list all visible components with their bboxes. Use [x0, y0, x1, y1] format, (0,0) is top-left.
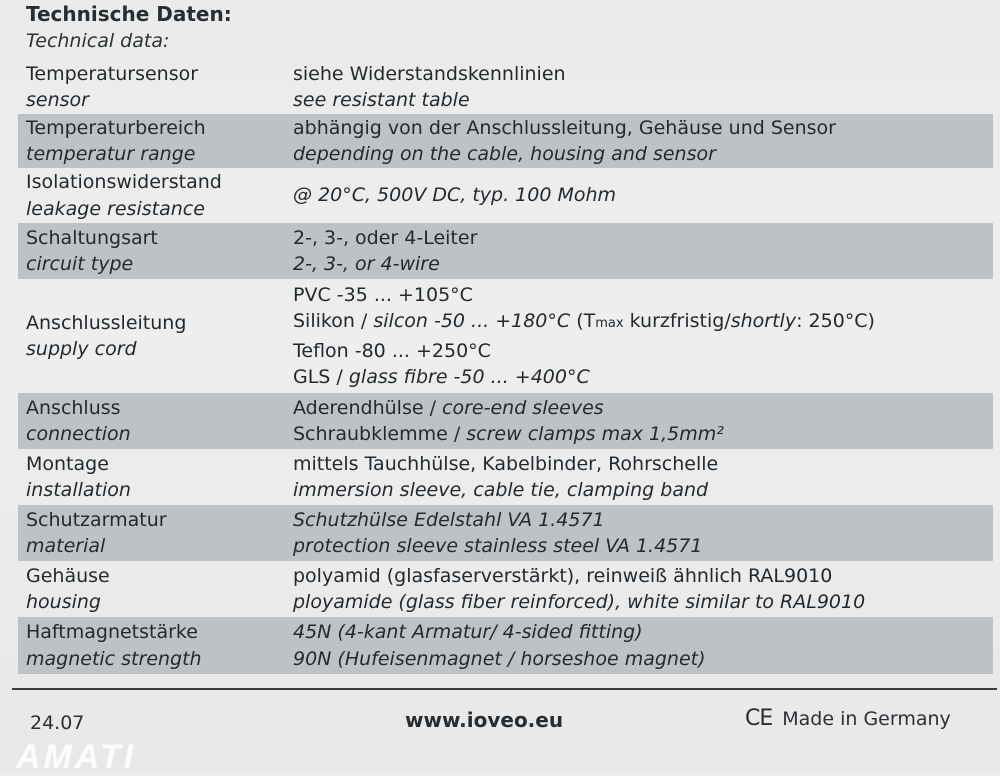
value-de: mittels Tauchhülse, Kabelbinder, Rohrschelle [293, 452, 719, 475]
label-de: Temperaturbereich [26, 116, 206, 139]
value-en: ployamide (glass fiber reinforced), white similar to RAL9010 [293, 591, 866, 613]
label-de: Montage [26, 452, 109, 475]
row-label [18, 395, 293, 448]
watermark-logo [12, 738, 192, 776]
spec-row-material [18, 505, 993, 561]
row-label [18, 507, 293, 560]
row-value [293, 282, 993, 391]
label-de: Haftmagnetstärke [26, 621, 198, 643]
spec-table [18, 60, 993, 674]
silicone-de: Silikon / [293, 310, 374, 332]
spec-row-magnetic-strength [18, 617, 993, 674]
value-en: see resistant table [293, 89, 470, 111]
spec-row-circuit-type [18, 223, 993, 279]
row-value [293, 563, 993, 616]
value-pvc: PVC -35 ... +105°C [293, 283, 473, 306]
label-en: temperatur range [26, 143, 196, 165]
value-clamps [293, 421, 993, 448]
row-label [18, 169, 293, 222]
row-value [293, 451, 993, 504]
made-in-label: Made in Germany [782, 707, 951, 730]
label-de: Schutzarmatur [26, 508, 167, 531]
label-de: Temperatursensor [26, 62, 199, 85]
row-label [18, 225, 293, 278]
row-label [18, 61, 293, 114]
ce-mark-icon: CE [745, 706, 773, 731]
spec-row-connection [18, 393, 993, 449]
label-en: leakage resistance [26, 197, 205, 220]
spec-row-leakage-resistance [18, 168, 993, 223]
value-en: 2-, 3-, or 4-wire [293, 253, 440, 275]
spec-row-supply-cord [18, 279, 993, 393]
value-silicone [293, 308, 993, 338]
row-value [293, 115, 993, 168]
value-de: siehe Widerstandskennlinien [293, 62, 566, 85]
label-de: Anschlussleitung [26, 311, 187, 334]
clamps-de: Schraubklemme / [293, 423, 467, 445]
row-label [18, 563, 293, 616]
value-de: abhängig von der Anschlussleitung, Gehäuse und Sensor [293, 116, 836, 139]
svg-text:AMATI: AMATI [16, 738, 137, 772]
sleeves-de: Aderendhülse / [293, 396, 443, 419]
shortly-de: kurzfristig/ [623, 310, 731, 332]
label-en: housing [26, 591, 101, 613]
label-en: magnetic strength [26, 647, 202, 670]
value-de: 2-, 3-, oder 4-Leiter [293, 226, 478, 249]
spec-row-temperature-range [18, 114, 993, 168]
row-value [293, 225, 993, 278]
value-gls [293, 364, 993, 391]
value-45n: 45N (4-kant Armatur/ 4-sided fitting) [293, 621, 643, 643]
gls-en: glass fibre -50 ... +400°C [348, 366, 590, 388]
footer-divider [12, 688, 997, 690]
page-subtitle: Technical data: [26, 30, 170, 52]
label-en: sensor [26, 89, 89, 111]
label-en: installation [26, 479, 131, 501]
footer-origin [745, 706, 951, 731]
value-sleeves [293, 395, 993, 422]
page-title: Technische Daten: [26, 2, 232, 26]
row-value [293, 619, 993, 672]
spec-row-installation [18, 449, 993, 505]
label-de: Anschluss [26, 396, 121, 419]
label-en: supply cord [26, 338, 137, 360]
clamps-en: screw clamps max 1,5mm² [466, 423, 724, 445]
label-de: Schaltungsart [26, 226, 158, 249]
shortly-value: : 250°C) [796, 310, 875, 332]
row-label [18, 451, 293, 504]
row-value [293, 507, 993, 560]
label-en: material [26, 535, 106, 557]
row-label [18, 310, 293, 363]
row-value: @ 20°C, 500V DC, typ. 100 Mohm [293, 184, 617, 207]
tmax-subscript: max [595, 316, 624, 331]
label-en: connection [26, 423, 131, 445]
row-value [293, 395, 993, 448]
value-90n: 90N (Hufeisenmagnet / horseshoe magnet) [293, 647, 706, 670]
row-label [18, 619, 293, 672]
sleeves-en: core-end sleeves [442, 396, 604, 419]
shortly-en: shortly [730, 310, 797, 332]
row-label [18, 115, 293, 168]
value-en: protection sleeve stainless steel VA 1.4571 [293, 535, 703, 557]
spec-row-sensor [18, 60, 993, 114]
spec-row-housing [18, 561, 993, 617]
value-teflon: Teflon -80 ... +250°C [293, 339, 491, 362]
footer-website: www.ioveo.eu [405, 708, 564, 732]
value-en: immersion sleeve, cable tie, clamping band [293, 479, 709, 501]
gls-de: GLS / [293, 366, 349, 388]
tmax-prefix: (T [570, 310, 596, 332]
row-value [293, 61, 993, 114]
label-en: circuit type [26, 253, 134, 275]
value-en: depending on the cable, housing and sensor [293, 143, 716, 165]
footer-date: 24.07 [30, 712, 85, 734]
value-de: polyamid (glasfaserverstärkt), reinweiß ähnlich RAL9010 [293, 564, 833, 587]
value-de: Schutzhülse Edelstahl VA 1.4571 [293, 508, 605, 531]
label-de: Gehäuse [26, 564, 110, 587]
silicone-en: silcon -50 ... +180°C [373, 310, 571, 332]
label-de: Isolationswiderstand [26, 171, 222, 193]
